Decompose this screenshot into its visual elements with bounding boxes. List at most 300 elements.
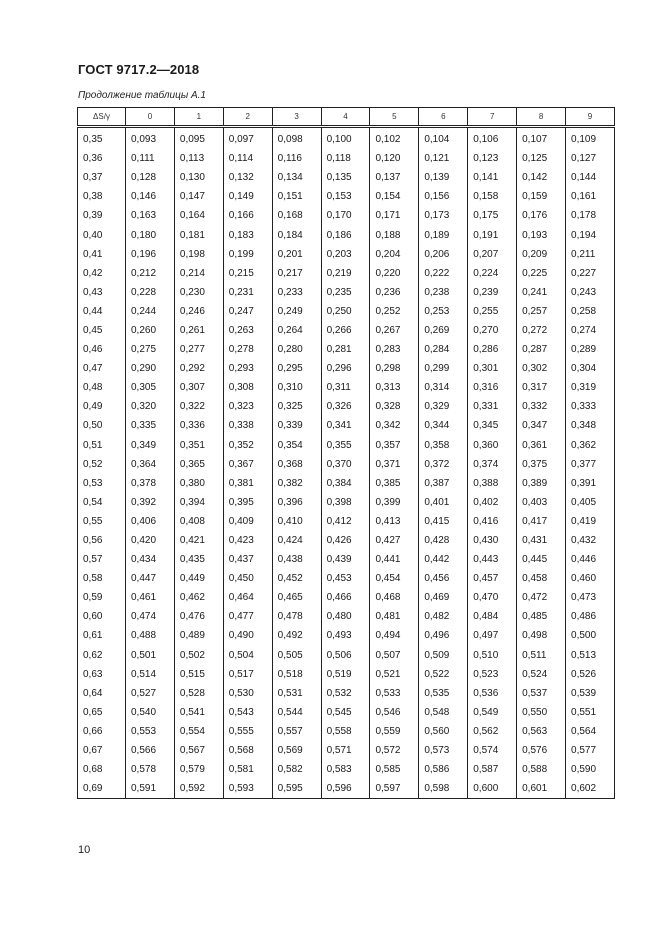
- value-cell: 0,322: [174, 397, 223, 416]
- value-cell: 0,305: [126, 378, 175, 397]
- value-cell: 0,564: [566, 722, 615, 741]
- value-cell: 0,295: [272, 359, 321, 378]
- value-cell: 0,284: [419, 340, 468, 359]
- table-row: [78, 321, 615, 340]
- value-cell: 0,209: [517, 245, 566, 264]
- value-cell: 0,506: [321, 646, 370, 665]
- value-cell: 0,509: [419, 646, 468, 665]
- value-cell: 0,261: [174, 321, 223, 340]
- value-cell: 0,310: [272, 378, 321, 397]
- value-cell: 0,577: [566, 741, 615, 760]
- value-cell: 0,246: [174, 302, 223, 321]
- value-cell: 0,389: [517, 474, 566, 493]
- value-cell: 0,480: [321, 607, 370, 626]
- table-row: [78, 531, 615, 550]
- table-row: [78, 779, 615, 799]
- value-cell: 0,408: [174, 512, 223, 531]
- value-cell: 0,597: [370, 779, 419, 799]
- value-cell: 0,258: [566, 302, 615, 321]
- value-cell: 0,582: [272, 760, 321, 779]
- value-cell: 0,180: [126, 225, 175, 244]
- value-cell: 0,355: [321, 436, 370, 455]
- value-cell: 0,362: [566, 436, 615, 455]
- value-cell: 0,539: [566, 684, 615, 703]
- table-row: [78, 187, 615, 206]
- value-cell: 0,269: [419, 321, 468, 340]
- value-cell: 0,553: [126, 722, 175, 741]
- value-cell: 0,472: [517, 588, 566, 607]
- value-cell: 0,380: [174, 474, 223, 493]
- value-cell: 0,470: [468, 588, 517, 607]
- value-cell: 0,372: [419, 455, 468, 474]
- value-cell: 0,391: [566, 474, 615, 493]
- value-cell: 0,239: [468, 283, 517, 302]
- value-cell: 0,166: [223, 206, 272, 225]
- value-cell: 0,515: [174, 665, 223, 684]
- value-cell: 0,154: [370, 187, 419, 206]
- value-cell: 0,194: [566, 225, 615, 244]
- value-cell: 0,123: [468, 149, 517, 168]
- value-cell: 0,578: [126, 760, 175, 779]
- table-header-row: [78, 108, 615, 127]
- value-cell: 0,332: [517, 397, 566, 416]
- value-cell: 0,518: [272, 665, 321, 684]
- value-cell: 0,540: [126, 703, 175, 722]
- value-cell: 0,296: [321, 359, 370, 378]
- value-cell: 0,347: [517, 416, 566, 435]
- value-cell: 0,435: [174, 550, 223, 569]
- value-cell: 0,492: [272, 626, 321, 645]
- value-cell: 0,132: [223, 168, 272, 187]
- value-cell: 0,281: [321, 340, 370, 359]
- value-cell: 0,365: [174, 455, 223, 474]
- value-cell: 0,398: [321, 493, 370, 512]
- value-cell: 0,581: [223, 760, 272, 779]
- value-cell: 0,409: [223, 512, 272, 531]
- value-cell: 0,097: [223, 127, 272, 150]
- value-cell: 0,588: [517, 760, 566, 779]
- row-label-cell: 0,43: [78, 283, 126, 302]
- value-cell: 0,417: [517, 512, 566, 531]
- value-cell: 0,441: [370, 550, 419, 569]
- column-header-digit: 8: [517, 108, 566, 127]
- column-header-digit: 7: [468, 108, 517, 127]
- row-label-cell: 0,49: [78, 397, 126, 416]
- row-label-cell: 0,62: [78, 646, 126, 665]
- table-row: [78, 588, 615, 607]
- value-cell: 0,220: [370, 264, 419, 283]
- value-cell: 0,546: [370, 703, 419, 722]
- value-cell: 0,543: [223, 703, 272, 722]
- value-cell: 0,536: [468, 684, 517, 703]
- row-label-cell: 0,39: [78, 206, 126, 225]
- value-cell: 0,477: [223, 607, 272, 626]
- value-cell: 0,559: [370, 722, 419, 741]
- value-cell: 0,263: [223, 321, 272, 340]
- value-cell: 0,510: [468, 646, 517, 665]
- value-cell: 0,170: [321, 206, 370, 225]
- value-cell: 0,548: [419, 703, 468, 722]
- value-cell: 0,560: [419, 722, 468, 741]
- value-cell: 0,452: [272, 569, 321, 588]
- data-table: [77, 107, 615, 799]
- value-cell: 0,579: [174, 760, 223, 779]
- row-label-cell: 0,42: [78, 264, 126, 283]
- table-caption: Продолжение таблицы А.1: [78, 90, 206, 101]
- value-cell: 0,489: [174, 626, 223, 645]
- value-cell: 0,511: [517, 646, 566, 665]
- table-row: [78, 684, 615, 703]
- document-title: ГОСТ 9717.2—2018: [78, 62, 200, 77]
- value-cell: 0,328: [370, 397, 419, 416]
- value-cell: 0,432: [566, 531, 615, 550]
- value-cell: 0,189: [419, 225, 468, 244]
- value-cell: 0,596: [321, 779, 370, 799]
- value-cell: 0,236: [370, 283, 419, 302]
- value-cell: 0,278: [223, 340, 272, 359]
- value-cell: 0,206: [419, 245, 468, 264]
- row-label-cell: 0,36: [78, 149, 126, 168]
- value-cell: 0,247: [223, 302, 272, 321]
- table-row: [78, 607, 615, 626]
- value-cell: 0,513: [566, 646, 615, 665]
- value-cell: 0,317: [517, 378, 566, 397]
- value-cell: 0,233: [272, 283, 321, 302]
- value-cell: 0,598: [419, 779, 468, 799]
- value-cell: 0,592: [174, 779, 223, 799]
- value-cell: 0,311: [321, 378, 370, 397]
- value-cell: 0,447: [126, 569, 175, 588]
- value-cell: 0,344: [419, 416, 468, 435]
- value-cell: 0,562: [468, 722, 517, 741]
- value-cell: 0,586: [419, 760, 468, 779]
- value-cell: 0,314: [419, 378, 468, 397]
- value-cell: 0,387: [419, 474, 468, 493]
- value-cell: 0,567: [174, 741, 223, 760]
- value-cell: 0,370: [321, 455, 370, 474]
- value-cell: 0,453: [321, 569, 370, 588]
- row-label-cell: 0,68: [78, 760, 126, 779]
- value-cell: 0,348: [566, 416, 615, 435]
- value-cell: 0,354: [272, 436, 321, 455]
- value-cell: 0,524: [517, 665, 566, 684]
- value-cell: 0,342: [370, 416, 419, 435]
- value-cell: 0,264: [272, 321, 321, 340]
- value-cell: 0,193: [517, 225, 566, 244]
- value-cell: 0,500: [566, 626, 615, 645]
- value-cell: 0,572: [370, 741, 419, 760]
- value-cell: 0,468: [370, 588, 419, 607]
- value-cell: 0,186: [321, 225, 370, 244]
- value-cell: 0,299: [419, 359, 468, 378]
- value-cell: 0,307: [174, 378, 223, 397]
- value-cell: 0,304: [566, 359, 615, 378]
- row-label-cell: 0,61: [78, 626, 126, 645]
- value-cell: 0,128: [126, 168, 175, 187]
- value-cell: 0,371: [370, 455, 419, 474]
- value-cell: 0,590: [566, 760, 615, 779]
- value-cell: 0,270: [468, 321, 517, 340]
- value-cell: 0,464: [223, 588, 272, 607]
- value-cell: 0,093: [126, 127, 175, 150]
- value-cell: 0,360: [468, 436, 517, 455]
- value-cell: 0,574: [468, 741, 517, 760]
- value-cell: 0,402: [468, 493, 517, 512]
- value-cell: 0,361: [517, 436, 566, 455]
- table-row: [78, 760, 615, 779]
- value-cell: 0,118: [321, 149, 370, 168]
- value-cell: 0,134: [272, 168, 321, 187]
- value-cell: 0,519: [321, 665, 370, 684]
- value-cell: 0,545: [321, 703, 370, 722]
- value-cell: 0,329: [419, 397, 468, 416]
- value-cell: 0,415: [419, 512, 468, 531]
- value-cell: 0,163: [126, 206, 175, 225]
- value-cell: 0,526: [566, 665, 615, 684]
- value-cell: 0,127: [566, 149, 615, 168]
- row-label-cell: 0,63: [78, 665, 126, 684]
- value-cell: 0,438: [272, 550, 321, 569]
- value-cell: 0,286: [468, 340, 517, 359]
- value-cell: 0,111: [126, 149, 175, 168]
- value-cell: 0,420: [126, 531, 175, 550]
- value-cell: 0,224: [468, 264, 517, 283]
- value-cell: 0,576: [517, 741, 566, 760]
- column-header-digit: 1: [174, 108, 223, 127]
- value-cell: 0,198: [174, 245, 223, 264]
- table-row: [78, 550, 615, 569]
- value-cell: 0,406: [126, 512, 175, 531]
- value-cell: 0,426: [321, 531, 370, 550]
- value-cell: 0,403: [517, 493, 566, 512]
- row-label-cell: 0,46: [78, 340, 126, 359]
- value-cell: 0,331: [468, 397, 517, 416]
- table-row: [78, 149, 615, 168]
- value-cell: 0,188: [370, 225, 419, 244]
- value-cell: 0,591: [126, 779, 175, 799]
- value-cell: 0,531: [272, 684, 321, 703]
- value-cell: 0,555: [223, 722, 272, 741]
- value-cell: 0,474: [126, 607, 175, 626]
- value-cell: 0,275: [126, 340, 175, 359]
- value-cell: 0,358: [419, 436, 468, 455]
- value-cell: 0,437: [223, 550, 272, 569]
- value-cell: 0,583: [321, 760, 370, 779]
- value-cell: 0,535: [419, 684, 468, 703]
- value-cell: 0,146: [126, 187, 175, 206]
- table-row: [78, 225, 615, 244]
- value-cell: 0,423: [223, 531, 272, 550]
- value-cell: 0,302: [517, 359, 566, 378]
- value-cell: 0,289: [566, 340, 615, 359]
- value-cell: 0,158: [468, 187, 517, 206]
- value-cell: 0,412: [321, 512, 370, 531]
- value-cell: 0,462: [174, 588, 223, 607]
- value-cell: 0,283: [370, 340, 419, 359]
- value-cell: 0,260: [126, 321, 175, 340]
- value-cell: 0,523: [468, 665, 517, 684]
- value-cell: 0,443: [468, 550, 517, 569]
- table-row: [78, 416, 615, 435]
- table-row: [78, 512, 615, 531]
- row-label-cell: 0,41: [78, 245, 126, 264]
- value-cell: 0,514: [126, 665, 175, 684]
- value-cell: 0,231: [223, 283, 272, 302]
- value-cell: 0,333: [566, 397, 615, 416]
- value-cell: 0,554: [174, 722, 223, 741]
- value-cell: 0,153: [321, 187, 370, 206]
- value-cell: 0,458: [517, 569, 566, 588]
- column-header-digit: 4: [321, 108, 370, 127]
- row-label-cell: 0,54: [78, 493, 126, 512]
- value-cell: 0,175: [468, 206, 517, 225]
- value-cell: 0,401: [419, 493, 468, 512]
- value-cell: 0,465: [272, 588, 321, 607]
- table-row: [78, 127, 615, 150]
- value-cell: 0,325: [272, 397, 321, 416]
- value-cell: 0,290: [126, 359, 175, 378]
- value-cell: 0,405: [566, 493, 615, 512]
- value-cell: 0,416: [468, 512, 517, 531]
- value-cell: 0,428: [419, 531, 468, 550]
- value-cell: 0,095: [174, 127, 223, 150]
- value-cell: 0,104: [419, 127, 468, 150]
- value-cell: 0,527: [126, 684, 175, 703]
- value-cell: 0,196: [126, 245, 175, 264]
- value-cell: 0,293: [223, 359, 272, 378]
- value-cell: 0,517: [223, 665, 272, 684]
- value-cell: 0,238: [419, 283, 468, 302]
- value-cell: 0,466: [321, 588, 370, 607]
- value-cell: 0,374: [468, 455, 517, 474]
- value-cell: 0,241: [517, 283, 566, 302]
- column-header-digit: 3: [272, 108, 321, 127]
- value-cell: 0,135: [321, 168, 370, 187]
- value-cell: 0,219: [321, 264, 370, 283]
- value-cell: 0,107: [517, 127, 566, 150]
- value-cell: 0,098: [272, 127, 321, 150]
- value-cell: 0,178: [566, 206, 615, 225]
- table-body: [78, 127, 615, 799]
- value-cell: 0,351: [174, 436, 223, 455]
- value-cell: 0,367: [223, 455, 272, 474]
- value-cell: 0,449: [174, 569, 223, 588]
- row-label-cell: 0,59: [78, 588, 126, 607]
- value-cell: 0,326: [321, 397, 370, 416]
- value-cell: 0,410: [272, 512, 321, 531]
- value-cell: 0,544: [272, 703, 321, 722]
- value-cell: 0,558: [321, 722, 370, 741]
- value-cell: 0,421: [174, 531, 223, 550]
- value-cell: 0,320: [126, 397, 175, 416]
- value-cell: 0,277: [174, 340, 223, 359]
- value-cell: 0,541: [174, 703, 223, 722]
- table-row: [78, 646, 615, 665]
- value-cell: 0,227: [566, 264, 615, 283]
- value-cell: 0,336: [174, 416, 223, 435]
- value-cell: 0,485: [517, 607, 566, 626]
- value-cell: 0,181: [174, 225, 223, 244]
- value-cell: 0,204: [370, 245, 419, 264]
- table-row: [78, 245, 615, 264]
- row-label-cell: 0,67: [78, 741, 126, 760]
- value-cell: 0,587: [468, 760, 517, 779]
- value-cell: 0,142: [517, 168, 566, 187]
- value-cell: 0,139: [419, 168, 468, 187]
- value-cell: 0,381: [223, 474, 272, 493]
- value-cell: 0,120: [370, 149, 419, 168]
- value-cell: 0,528: [174, 684, 223, 703]
- table-row: [78, 665, 615, 684]
- value-cell: 0,222: [419, 264, 468, 283]
- value-cell: 0,349: [126, 436, 175, 455]
- value-cell: 0,368: [272, 455, 321, 474]
- value-cell: 0,384: [321, 474, 370, 493]
- table-row: [78, 455, 615, 474]
- value-cell: 0,267: [370, 321, 419, 340]
- value-cell: 0,377: [566, 455, 615, 474]
- value-cell: 0,114: [223, 149, 272, 168]
- row-label-cell: 0,45: [78, 321, 126, 340]
- table-row: [78, 436, 615, 455]
- value-cell: 0,235: [321, 283, 370, 302]
- value-cell: 0,164: [174, 206, 223, 225]
- value-cell: 0,419: [566, 512, 615, 531]
- row-label-cell: 0,56: [78, 531, 126, 550]
- value-cell: 0,473: [566, 588, 615, 607]
- value-cell: 0,602: [566, 779, 615, 799]
- value-cell: 0,395: [223, 493, 272, 512]
- table-row: [78, 168, 615, 187]
- value-cell: 0,243: [566, 283, 615, 302]
- column-header-digit: 2: [223, 108, 272, 127]
- value-cell: 0,316: [468, 378, 517, 397]
- value-cell: 0,501: [126, 646, 175, 665]
- value-cell: 0,230: [174, 283, 223, 302]
- value-cell: 0,396: [272, 493, 321, 512]
- value-cell: 0,121: [419, 149, 468, 168]
- row-label-cell: 0,50: [78, 416, 126, 435]
- table-row: [78, 378, 615, 397]
- value-cell: 0,184: [272, 225, 321, 244]
- value-cell: 0,568: [223, 741, 272, 760]
- value-cell: 0,149: [223, 187, 272, 206]
- value-cell: 0,201: [272, 245, 321, 264]
- value-cell: 0,161: [566, 187, 615, 206]
- value-cell: 0,191: [468, 225, 517, 244]
- row-label-cell: 0,52: [78, 455, 126, 474]
- value-cell: 0,498: [517, 626, 566, 645]
- table-row: [78, 493, 615, 512]
- value-cell: 0,183: [223, 225, 272, 244]
- value-cell: 0,488: [126, 626, 175, 645]
- value-cell: 0,551: [566, 703, 615, 722]
- value-cell: 0,168: [272, 206, 321, 225]
- table-row: [78, 283, 615, 302]
- value-cell: 0,228: [126, 283, 175, 302]
- value-cell: 0,494: [370, 626, 419, 645]
- column-header-digit: 0: [126, 108, 175, 127]
- value-cell: 0,486: [566, 607, 615, 626]
- value-cell: 0,106: [468, 127, 517, 150]
- value-cell: 0,502: [174, 646, 223, 665]
- row-label-cell: 0,40: [78, 225, 126, 244]
- table-row: [78, 340, 615, 359]
- value-cell: 0,484: [468, 607, 517, 626]
- value-cell: 0,364: [126, 455, 175, 474]
- row-label-cell: 0,66: [78, 722, 126, 741]
- value-cell: 0,313: [370, 378, 419, 397]
